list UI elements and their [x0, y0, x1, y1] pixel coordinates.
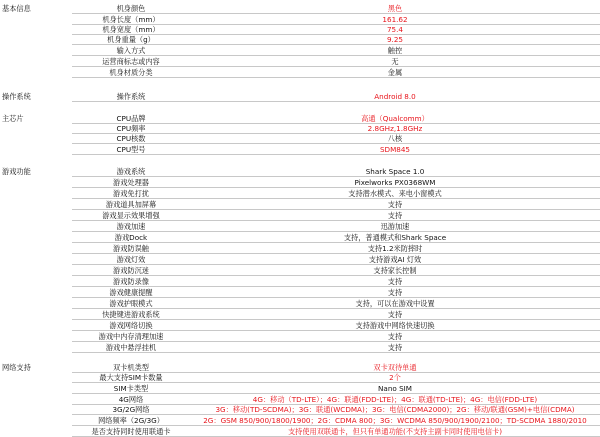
spec-value: 支持: [387, 277, 403, 286]
spec-label: CPU核数: [116, 134, 146, 143]
spec-value: 支持: [387, 211, 403, 220]
spec-label: 游戏健康提醒: [109, 288, 153, 297]
spec-value: 161.62: [382, 15, 408, 24]
spec-label: CPU型号: [116, 145, 146, 154]
spec-value: 75.4: [386, 25, 403, 34]
row-divider: [72, 77, 600, 78]
spec-label: 网络频率（2G/3G）: [98, 416, 164, 425]
spec-value: Nano SIM: [378, 384, 412, 393]
spec-label: 机身重量（g）: [107, 35, 155, 44]
spec-label: 机身颜色: [116, 4, 146, 13]
row-divider: [72, 414, 600, 415]
spec-value: 3G：移动(TD-SCDMA)；3G：联通(WCDMA)；3G：电信(CDMA2000)；2G：移动/联通(GSM)+电信(CDMA): [215, 405, 575, 414]
spec-label: 游戏处理器: [113, 178, 149, 187]
spec-value: 高通（Qualcomm）: [361, 114, 429, 123]
spec-label: CPU频率: [116, 124, 146, 133]
spec-value: 4G：移动（TD-LTE）；4G：联通(FDD-LTE)；4G：联通(TD-LTE)；4G：电信(FDD-LTE): [252, 395, 538, 404]
row-divider: [72, 154, 600, 155]
spec-value: 2G：GSM 850/900/1800/1900；2G：CDMA 800；3G：WCDMA 850/900/1900/2100；TD-SCDMA 1880/2010: [203, 416, 587, 425]
spec-label: 3G/2G网络: [112, 405, 150, 414]
spec-value: 双卡双待单通: [373, 363, 417, 372]
spec-value: 支持游戏AI 灯效: [368, 255, 422, 264]
spec-label: 游戏灯效: [116, 255, 146, 264]
spec-label: CPU品牌: [116, 114, 146, 123]
spec-value: 金属: [387, 68, 403, 77]
spec-label: 运营商标志或内容: [102, 57, 160, 66]
spec-value: SDM845: [379, 145, 411, 154]
row-divider: [72, 220, 600, 221]
spec-category: 基本信息: [2, 4, 31, 13]
spec-value: 支持: [387, 310, 403, 319]
row-divider: [72, 231, 600, 232]
spec-label: 游戏中悬浮挂机: [105, 343, 157, 352]
row-divider: [72, 275, 600, 276]
spec-label: 双卡机类型: [113, 363, 149, 372]
row-divider: [72, 425, 600, 426]
spec-value: 支持: [387, 288, 403, 297]
spec-label: 4G网络: [118, 395, 144, 404]
spec-label: 快捷键进游戏系统: [102, 310, 160, 319]
spec-label: 游戏加速: [116, 222, 146, 231]
spec-label: 游戏系统: [116, 167, 146, 176]
spec-value: 支持，可以在游戏中设置: [355, 299, 435, 308]
spec-label: 游戏免打扰: [113, 189, 149, 198]
spec-label: 操作系统: [116, 92, 146, 101]
row-divider: [72, 286, 600, 287]
row-divider: [72, 341, 600, 342]
spec-label: 游戏防误触: [113, 244, 149, 253]
spec-value: 9.25: [386, 35, 403, 44]
row-divider: [72, 319, 600, 320]
row-divider: [72, 209, 600, 210]
spec-value: 支持使用双联通卡，但只有单通功能(不支持主副卡同时使用电信卡): [287, 427, 503, 436]
spec-value: 支持: [387, 332, 403, 341]
spec-value: 支持: [387, 343, 403, 352]
row-divider: [72, 66, 600, 67]
spec-label: 游戏网络切换: [109, 321, 153, 330]
row-divider: [72, 187, 600, 188]
spec-value: 2.8GHz,1.8GHz: [367, 124, 423, 133]
spec-label: 输入方式: [116, 46, 146, 55]
spec-label: 机身长度（mm）: [102, 15, 160, 24]
spec-value: 支持游戏中网络快速切换: [355, 321, 435, 330]
spec-label: 游戏显示效果增强: [102, 211, 160, 220]
spec-label: 游戏防录像: [113, 277, 149, 286]
row-divider: [72, 264, 600, 265]
row-divider: [72, 253, 600, 254]
row-divider: [72, 143, 600, 144]
spec-label: 机身宽度（mm）: [102, 25, 160, 34]
row-divider: [72, 330, 600, 331]
spec-value: Shark Space 1.0: [365, 167, 425, 176]
row-divider: [72, 242, 600, 243]
spec-category: 网络支持: [2, 363, 31, 372]
spec-value: 支持家长控制: [373, 266, 417, 275]
spec-category: 主芯片: [2, 114, 24, 123]
spec-label: SIM卡类型: [113, 384, 149, 393]
row-divider: [72, 55, 600, 56]
row-divider: [72, 176, 600, 177]
spec-value: Android 8.0: [374, 92, 416, 101]
spec-value: 无: [391, 57, 399, 66]
spec-value: 支持: [387, 200, 403, 209]
row-divider: [72, 352, 600, 353]
spec-value: 触控: [387, 46, 403, 55]
row-divider: [72, 393, 600, 394]
row-divider: [72, 13, 600, 14]
spec-value: 支持，普通模式和Shark Space: [343, 233, 447, 242]
row-divider: [72, 308, 600, 309]
spec-label: 游戏道具加屏幕: [105, 200, 157, 209]
spec-label: 机身材质分类: [109, 68, 153, 77]
spec-value: Pixelworks PX0368WM: [354, 178, 436, 187]
spec-value: 2个: [389, 373, 401, 382]
row-divider: [72, 44, 600, 45]
spec-label: 游戏Dock: [114, 233, 148, 242]
spec-label: 最大支持SIM卡数量: [99, 373, 163, 382]
spec-label: 游戏中内存清理加速: [98, 332, 164, 341]
spec-label: 游戏防沉迷: [113, 266, 149, 275]
spec-category: 操作系统: [2, 92, 31, 101]
row-divider: [72, 297, 600, 298]
row-divider: [72, 198, 600, 199]
spec-category: 游戏功能: [2, 167, 31, 176]
row-divider: [72, 382, 600, 383]
spec-value: 支持潜水模式、来电小窗模式: [348, 189, 442, 198]
spec-value: 八核: [387, 134, 403, 143]
spec-label: 是否支持同时使用联通卡: [91, 427, 171, 436]
spec-value: 支持1.2米防摔时: [367, 244, 423, 253]
spec-label: 游戏护眼模式: [109, 299, 153, 308]
spec-value: 黑色: [387, 4, 403, 13]
spec-value: 迅游加速: [380, 222, 410, 231]
row-divider: [72, 101, 600, 102]
